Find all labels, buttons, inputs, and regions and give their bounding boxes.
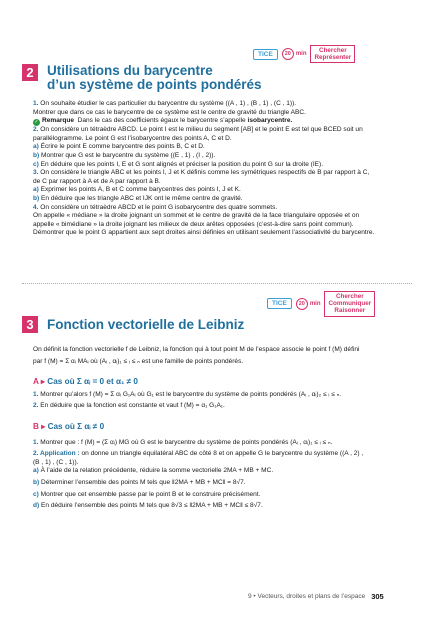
text-line: c) En déduire que les points I, E et G sont alignés et préciser la position du point G sur la droite (IE). — [33, 160, 324, 168]
text-line: 3. On considère le triangle ABC et les points I, J et K définis comme les symétriques respectifs de B par rapport à C, — [33, 169, 370, 177]
skill-label: Chercher — [319, 47, 347, 54]
ex3-badges — [267, 291, 375, 317]
skill-label: Représenter — [314, 54, 352, 62]
skill-label: Raisonner — [334, 307, 366, 315]
skill-box — [310, 45, 355, 63]
chapter-label: 9 • Vecteurs, droites et plans de l’espace — [248, 593, 366, 600]
text-line: Montrer que dans ce cas le barycentre de ce système est le centre de gravité du triangle ABC. — [33, 108, 306, 116]
ex2-badges — [253, 45, 355, 63]
text-line: 1. Montrer que : f (M) = (Σ αᵢ) MG où G est le barycentre du système de points pondérés (Aᵢ , αᵢ)₁ ≤ ᵢ ≤ ₙ. — [33, 438, 333, 446]
exercise-title: Fonction vectorielle de Leibniz — [47, 317, 245, 332]
text-line: 4. On considère un tétraèdre ABCD et le point G isobarycentre des quatre sommets. — [33, 203, 278, 211]
text-line: (B , 1) , (C , 1)). — [33, 458, 79, 466]
text-line: 2. En déduire que la fonction est constante et vaut f (M) = α₁ G₁A₁. — [33, 402, 225, 410]
text-line: On définit la fonction vectorielle f de Leibniz, la fonction qui à tout point M de l’espace associe le point f (M) défini — [33, 346, 360, 353]
text-line: de C par rapport à A et de A par rapport à B. — [33, 177, 161, 185]
case-b-heading: B ▸ Cas où Σ αᵢ ≠ 0 — [33, 421, 105, 431]
text-line: Démontrer que le point G appartient aux sept droites ainsi définies en utilisant seulement l’associativité du barycentre. — [33, 229, 375, 237]
text-line: a) Écrire le point E comme barycentre des points B, C et D. — [33, 143, 205, 151]
ex3-header — [22, 316, 244, 333]
timer-unit: min — [295, 51, 307, 58]
remark — [33, 117, 405, 126]
remark-bold: isobarycentre. — [247, 117, 293, 125]
title-line: d’un système de points pondérés — [47, 77, 262, 92]
text-line: b) Déterminer l’ensemble des points M tels que ‖2MA + MB + MC‖ = 8√7. — [33, 478, 246, 486]
timer-badge — [282, 48, 307, 60]
ex2-header — [22, 64, 262, 92]
page-number: 305 — [371, 592, 384, 601]
exercise-number: 2 — [22, 64, 38, 81]
timer-badge — [296, 298, 321, 310]
timer-icon: 20 — [296, 298, 308, 310]
text-line: parallélogramme. Le point G est l’isobarycentre des points A, C et D. — [33, 134, 232, 142]
skill-box — [324, 291, 375, 317]
text-line: 1. Montrer qu’alors f (M) = Σ αᵢ G₁Aᵢ où G₁ est le barycentre du système de points pondérés (Aᵢ , αᵢ)₂ ≤ ᵢ ≤ ₙ. — [33, 390, 342, 398]
text-line: par f (M) = Σ αᵢ MAᵢ où (Aᵢ , αᵢ)₁ ≤ ᵢ ≤ ₙ est une famille de points pondérés. — [33, 357, 244, 365]
text-line: a) Exprimer les points A, B et C comme barycentres des points I, J et K. — [33, 186, 241, 194]
skill-label: Communiquer — [328, 300, 372, 308]
exercise-number: 3 — [22, 316, 38, 333]
page-footer — [248, 592, 384, 601]
section-divider — [22, 283, 412, 284]
skill-label: Chercher — [336, 293, 364, 300]
timer-icon: 20 — [282, 48, 294, 60]
ex3-content — [33, 346, 405, 511]
remark-label: Remarque — [42, 117, 75, 125]
text-line: b) En déduire que les triangle ABC et IJK ont le même centre de gravité. — [33, 194, 243, 202]
text-line: a) À l’aide de la relation précédente, réduire la somme vectorielle 2MA + MB + MC. — [33, 467, 274, 475]
text-line: c) Montrer que cet ensemble passe par le point B et le construire précisément. — [33, 490, 261, 498]
text-line: On appelle « médiane » la droite joignant un sommet et le centre de gravité de la face triangulaire opposée et on — [33, 212, 360, 220]
timer-unit: min — [309, 300, 321, 307]
text-line: 2. Application : on donne un triangle équilatéral ABC de côté 8 et on appelle G le barycentre du système ((A , 2) , — [33, 450, 364, 458]
tice-badge: TICE — [253, 49, 278, 60]
ex2-content — [33, 100, 405, 238]
text-line: 2. On considère un tétraèdre ABCD. Le point I est le milieu du segment [AB] et le point E est tel que BCED soit un — [33, 126, 363, 134]
tice-badge: TICE — [267, 298, 292, 309]
text-line: b) Montrer que G est le barycentre du système ((E , 1) , (I , 2)). — [33, 151, 216, 159]
text-line: d) En déduire l’ensemble des points M tels que 8√3 ≤ ‖2MA + MB + MC‖ ≤ 8√7. — [33, 502, 263, 510]
remark-text: Dans le cas des coefficients égaux le barycentre s’appelle — [77, 117, 246, 125]
title-line: Utilisations du barycentre — [47, 63, 213, 78]
text-line: appelle « bimédiane » la droite joignant les milieux de deux arêtes opposées (c’est-à-dire sans point commun). — [33, 220, 354, 228]
case-a-heading: A ▸ Cas où Σ αᵢ = 0 et α₁ ≠ 0 — [33, 377, 138, 387]
remark-icon: ✓ — [34, 119, 39, 126]
text-line: 1. On souhaite étudier le cas particulier du barycentre du système ((A , 1) , (B , 1) , (C , 1)). — [33, 100, 297, 107]
exercise-title — [47, 64, 262, 92]
